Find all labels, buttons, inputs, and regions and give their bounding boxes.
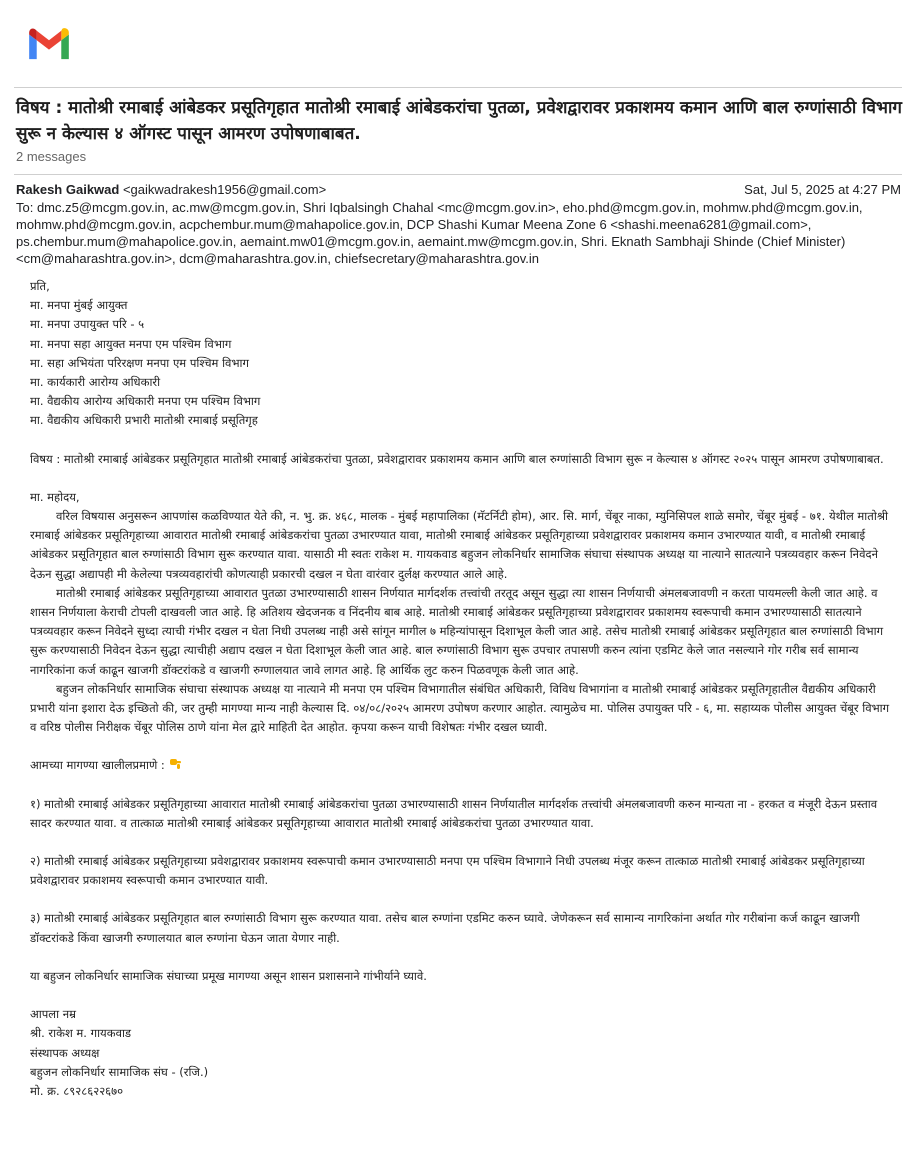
sender-name: Rakesh Gaikwad (16, 182, 120, 197)
sender (16, 182, 326, 197)
thread-subject: विषय : मातोश्री रमाबाई आंबेडकर प्रसूतिगृहात मातोश्री रमाबाई आंबेडकरांचा पुतळा, प्रवेशद्वारावर प्रकाशमय कमान आणि बाल रुग्णांसाठी विभाग सुरू न केल्यास ४ ऑगस्ट पासून आमरण उपोषणाबाबत. (16, 98, 902, 144)
message-count: 2 messages (16, 149, 87, 164)
signature-line: बहुजन लोकनिर्धार सामाजिक संघ - (रजि.) (30, 1064, 209, 1079)
recipient-line: मा. वैद्यकीय आरोग्य अधिकारी मनपा एम पश्चिम विभाग (30, 394, 261, 409)
recipients-list: To: dmc.z5@mcgm.gov.in, ac.mw@mcgm.gov.in, Shri Iqbalsingh Chahal <mc@mcgm.gov.in>, eho.phd@mcgm.gov.in, mohmw.phd@mcgm.gov.in, mohmw.phd@mcgm.gov.in, acpchembur.mum@mahapolice.gov.in, DCP Shashi Kumar Meena Zone 6 <shashi.meena6281@gmail.com>, ps.chembur.mum@mahapolice.gov.in, aemaint.mw01@mcgm.gov.in, aemaint.mw@mcgm.gov.in, Shri. Eknath Sambhaji Shinde (Chief Minister) <cm@maharashtra.gov.in>, dcm@maharashtra.gov.in, chiefsecretary@maharashtra.gov.in (16, 200, 863, 266)
recipient-line: मा. वैद्यकीय अधिकारी प्रभारी मातोश्री रमाबाई प्रसूतिगृह (30, 413, 258, 428)
header-divider (14, 87, 902, 88)
recipient-line: मा. सहा अभियंता परिरक्षण मनपा एम पश्चिम विभाग (30, 355, 249, 370)
demand-item: १) मातोश्री रमाबाई आंबेडकर प्रसूतिगृहाच्या आवारात मातोश्री रमाबाई आंबेडकरांचा पुतळा उभारण्यासाठी शासन निर्णयातील मार्गदर्शक तत्त्वांची अंमलबजावणी करुन मान्यता ना - हरकत व मंजूरी देऊन प्रस्ताव सादर करण्यात यावा. व तात्काळ मातोश्री रमाबाई आंबेडकर प्रसूतिगृहाच्या आवारात मातोश्री रमाबाई आंबेडकरांचा पुतळा उभारण्यात यावा. (30, 796, 878, 830)
signature-line: श्री. राकेश म. गायकवाड (30, 1026, 132, 1041)
recipient-line: मा. मनपा सहा आयुक्त मनपा एम पश्चिम विभाग (30, 336, 232, 351)
pointing-down-hand-icon (168, 758, 182, 770)
gmail-logo-icon (26, 27, 72, 61)
sender-email: <gaikwadrakesh1956@gmail.com> (122, 182, 327, 197)
body-paragraph: बहुजन लोकनिर्धार सामाजिक संघाचा संस्थापक अध्यक्ष या नात्याने मी मनपा एम पश्चिम विभागातील संबंधित अधिकारी, विविध विभागांना व मातोश्री रमाबाई आंबेडकर प्रसूतिगृहातील वैद्यकीय अधिकारी प्रभारी यांना इशारा देऊ इच्छितो की, जर तुम्ही मागण्या मान्य नाही केल्यास दि. ०४/०८/२०२५ आमरण उपोषण करणार आहोत. त्यामुळेच मा. पोलिस उपायुक्त परि - ६, मा. सहाय्यक पोलीस आयुक्त चेंबूर विभाग व वरिष्ठ पोलीस निरीक्षक चेंबूर पोलिस ठाणे यांना मेल द्वारे माहिती देत आहोत. कृपया करून याची विशेषतः गंभीर दखल घ्यावी. (30, 681, 890, 735)
body-subject: विषय : मातोश्री रमाबाई आंबेडकर प्रसूतिगृहात मातोश्री रमाबाई आंबेडकरांचा पुतळा, प्रवेशद्वारावर प्रकाशमय कमान आणि बाल रुग्णांसाठी विभाग सुरू न केल्यास ४ ऑगस्ट २०२५ पासून आमरण उपोषणाबाबत. (30, 451, 884, 466)
recipient-line: मा. कार्यकारी आरोग्य अधिकारी (30, 375, 161, 390)
signature-line: आपला नम्र (30, 1007, 76, 1022)
body-paragraph: मातोश्री रमाबाई आंबेडकर प्रसूतिगृहाच्या आवारात पुतळा उभारण्यासाठी शासन निर्णयात मार्गदर्शक तत्त्वांची तरतूद असून सुद्धा त्या शासन निर्णयाची अंमलबजावणी न करता पायमल्ली केली जात आहे. व शासन निर्णयाला केराची टोपली दाखवली जात आहे. हि अतिशय खेदजनक व निंदनीय बाब आहे. मातोश्री रमाबाई आंबेडकर प्रसूतिगृहाच्या प्रवेशद्वारावर प्रकाशमय स्वरूपाची कमान उभारण्यासाठी सातत्याने पत्रव्यवहार करून निवेदने सुध्दा त्याची गंभीर दखल न घेता निधी उपलब्ध नाही असे सांगून मागील ७ महिन्यांपासून दिशाभूल केली जात आहे. तसेच मातोश्री रमाबाई आंबेडकर प्रसूतिगृहात बाल रुग्णांसाठी विभाग सुरू करण्यासाठी निवेदन देऊन सुद्धा त्याचीही अद्याप दखल न घेता दिशाभूल केली जात आहे. बाल रुग्णांसाठी विभाग सुरू उपचार तपासणी करुन त्यांना एडमिट केले जात नसल्याने गोर गरीब सर्व सामान्य नागरिकांना कर्ज काढून खाजगी डॉक्टरांकडे व खाजगी रुग्णालयात जावे लागत आहे. हि आर्थिक लुट करुन पिळवणूक केली जात आहे. (30, 585, 884, 677)
recipients-heading: प्रति, (30, 279, 50, 293)
demand-item: ३) मातोश्री रमाबाई आंबेडकर प्रसूतिगृहात बाल रुग्णांसाठी विभाग सुरू करण्यात यावा. तसेच बाल रुग्णांना एडमिट करुन घ्यावे. जेणेकरून सर्व सामान्य नागरिकांना अर्थात गोर गरीबांना कर्ज काढून खाजगी डॉक्टरांकडे किंवा खाजगी रुग्णालयात बाल रुग्णांना घेऊन जाता येणार नाही. (30, 911, 860, 945)
closing-line: या बहुजन लोकनिर्धार सामाजिक संघाच्या प्रमूख मागण्या असून शासन प्रशासनाने गांभीर्याने घ्यावे. (30, 968, 427, 983)
demands-heading: आमच्या मागण्या खालीलप्रमाणे : (30, 758, 165, 773)
demand-item: २) मातोश्री रमाबाई आंबेडकर प्रसूतिगृहाच्या प्रवेशद्वारावर प्रकाशमय स्वरूपाची कमान उभारण्यासाठी मनपा एम पश्चिम विभागाने निधी उपलब्ध मंजूर करून तात्काळ मातोश्री रमाबाई आंबेडकर प्रसूतिगृहाच्या प्रवेशद्वारावर प्रकाशमय स्वरूपाची कमान उभारण्यात यावी. (30, 854, 865, 888)
body-paragraph: वरिल विषयास अनुसरून आपणांस कळविण्यात येते की, न. भु. क्र. ४६८, मालक - मुंबई महापालिका (मॅटर्निटी होम), आर. सि. मार्ग, चेंबूर नाका, म्युनिसिपल शाळे समोर, चेंबूर मुंबई - ७१. येथील मातोश्री रमाबाई आंबेडकर प्रसूतिगृहाच्या आवारात मातोश्री रमाबाई आंबेडकरांचा पुतळा उभारण्यात यावा, मातोश्री रमाबाई आंबेडकर प्रसूतिगृहाच्या प्रवेशद्वारावर प्रकाशमय कमान उभारण्यात यावी, व मातोश्री रमाबाई आंबेडकर प्रसूतिगृहात बाल रुग्णांसाठी विभाग सुरू करण्यात यावा. यासाठी मी स्वतः राकेश म. गायकवाड बहुजन लोकनिर्धार सामाजिक संघाचा संस्थापक अध्यक्ष या नात्याने सातत्याने पत्रव्यवहार करून निवेदने देऊन सुद्धा अद्यापही मी केलेल्या पत्रव्यवहारांची कोणत्याही प्रकारची दखल न घेता वारंवार दुर्लक्ष करण्यात आले आहे. (30, 509, 888, 581)
recipient-line: मा. मनपा उपायुक्त परि - ५ (30, 317, 145, 332)
message-body (30, 277, 890, 1101)
signature-line: मो. क्र. ८९२८६२२६७० (30, 1083, 124, 1098)
salutation: मा. महोदय, (30, 489, 80, 504)
thread-divider (14, 174, 902, 175)
recipient-line: मा. मनपा मुंबई आयुक्त (30, 298, 128, 313)
signature-line: संस्थापक अध्यक्ष (30, 1045, 100, 1060)
demands-heading-line (30, 756, 890, 775)
message-date: Sat, Jul 5, 2025 at 4:27 PM (744, 182, 901, 197)
